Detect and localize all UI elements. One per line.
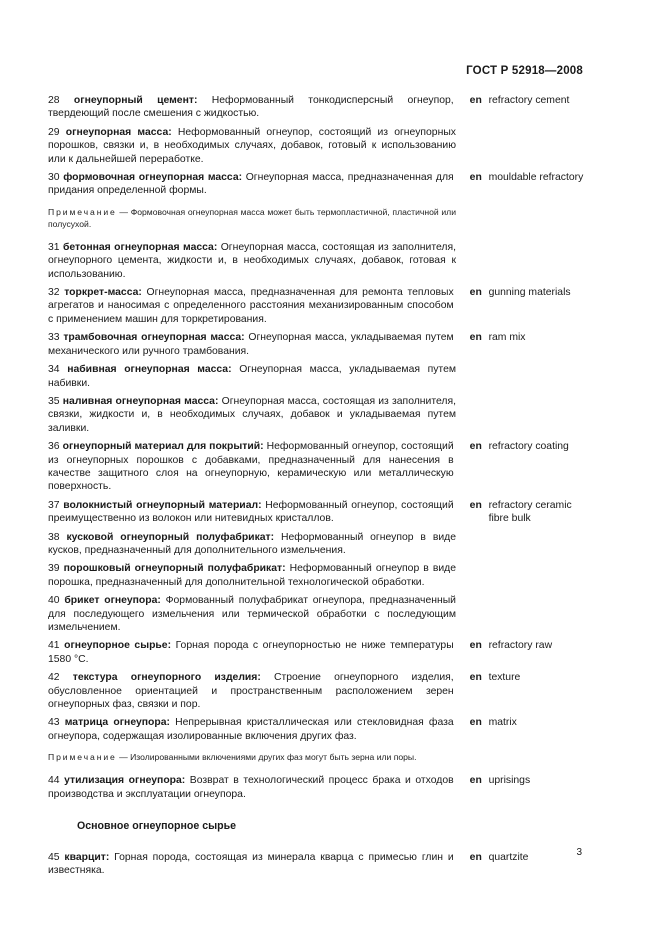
definition: 36 огнеупорный материал для покрытий: Неформованный огнеупор, состоящий из огнеупорных порошков с добавками, предназначенный для нанесения в качестве защитного слоя на огнеупорную, керамическую или металлическую поверхность. (48, 441, 454, 493)
term-entry-41 (48, 639, 588, 666)
language-code: en (469, 441, 482, 453)
definition: 40 брикет огнеупора: Формованный полуфабрикат огнеупора, предназначенный для последующего измельчения или термической обработки с последующим измельчением. (48, 595, 456, 633)
term-entry-38 (48, 531, 588, 558)
term-entry-37 (48, 499, 588, 526)
english-equivalent: gunning materials (488, 287, 571, 299)
term: набивная огнеупорная масса: (67, 364, 232, 376)
term-entry-45 (48, 851, 588, 878)
definition: 34 набивная огнеупорная масса: Огнеупорная масса, укладываемая путем набивки. (48, 364, 457, 389)
english-equivalent: mouldable refractory (488, 172, 584, 184)
definition: 42 текстура огнеупорного изделия: Строение огнеупорного изделия, обусловленное ориентацией и пространственным расположением зерен огнеупорных фаз, связки и пор. (48, 672, 454, 711)
term-entry-42 (48, 671, 588, 711)
definition: 30 формовочная огнеупорная масса: Огнеупорная масса, предназначенная для придания определенной формы. (48, 172, 454, 197)
definition: 28 огнеупорный цемент: Неформованный тонкодисперсный огнеупор, твердеющий после смешения с жидкостью. (48, 95, 454, 120)
term-entry-43 (48, 716, 588, 743)
term: текстура огнеупорного изделия: (72, 672, 261, 684)
term: порошковый огнеупорный полуфабрикат: (63, 563, 286, 575)
language-code: en (469, 172, 482, 184)
term-entry-34 (48, 363, 588, 390)
term: брикет огнеупора: (64, 595, 161, 607)
definition: 35 наливная огнеупорная масса: Огнеупорная масса, состоящая из заполнителя, связки, жидкости и, в необходимых случаях, добавок и укладываемая путем заливки. (48, 395, 456, 434)
term: бетонная огнеупорная масса: (62, 241, 218, 253)
definition: 29 огнеупорная масса: Неформованный огнеупор, состоящий из огнеупорных порошков, связки и, в необходимых случаях, добавок, готовый к использованию или к дальнейшей переработке. (48, 126, 456, 165)
language-code: en (469, 332, 482, 344)
term: торкрет-масса: (64, 287, 142, 299)
term: огнеупорный материал для покрытий: (62, 441, 264, 453)
term: огнеупорный цемент: (73, 95, 198, 106)
definition: 31 бетонная огнеупорная масса: Огнеупорная масса, состоящая из заполнителя, огнеупорного цемента, жидкости и, в необходимых случаях, добавок, готовая к использованию. (48, 241, 456, 280)
english-equivalent: texture (488, 672, 521, 684)
term-entry-28 (48, 94, 588, 121)
english-equivalent: refractory cement (488, 95, 570, 106)
term: волокнистый огнеупорный материал: (63, 499, 262, 511)
term: наливная огнеупорная масса: (62, 395, 219, 407)
term-entry-44 (48, 774, 588, 801)
page-number: 3 (576, 847, 582, 858)
term-entry-29 (48, 126, 588, 166)
definition: 37 волокнистый огнеупорный материал: Неформованный огнеупор, состоящий преимущественно из волокон или нитевидных кристаллов. (48, 499, 454, 525)
language-code: en (469, 717, 482, 729)
term: кусковой огнеупорный полуфабрикат: (66, 531, 275, 543)
definition: 39 порошковый огнеупорный полуфабрикат: Неформованный огнеупор в виде порошка, предназначенный для дополнительной технологической обработки. (48, 563, 456, 588)
english-equivalent: uprisings (488, 775, 531, 787)
term: кварцит: (64, 852, 110, 864)
term-entry-32 (48, 286, 588, 326)
term: утилизация огнеупора: (64, 775, 186, 787)
english-equivalent: quartzite (488, 852, 529, 864)
term: формовочная огнеупорная масса: (63, 172, 243, 184)
language-code: en (469, 852, 482, 864)
term-entry-31 (48, 241, 588, 281)
note: Примечание — Формовочная огнеупорная масса может быть термопластичной, пластичной или полусухой. (48, 206, 456, 229)
note-label: Примечание (48, 752, 117, 763)
term-entry-40 (48, 594, 588, 634)
term-entry-30 (48, 171, 588, 198)
language-code: en (469, 640, 482, 652)
term: матрица огнеупора: (64, 717, 170, 729)
language-code: en (469, 775, 482, 787)
english-equivalent: refractory ceramic fibre bulk (488, 499, 572, 525)
language-code: en (469, 287, 482, 299)
standard-code: ГОСТ Р 52918—2008 (466, 65, 583, 77)
section-title: Основное огнеупорное сырье (77, 820, 237, 833)
definition: 45 кварцит: Горная порода, состоящая из минерала кварца с примесью глин и известняка. (48, 852, 454, 877)
definition: 32 торкрет-масса: Огнеупорная масса, предназначенная для ремонта тепловых агрегатов и наносимая с определенного расстояния механизированным способом с применением машин для торкретирования. (48, 287, 454, 325)
term: огнеупорное сырье: (64, 640, 172, 652)
english-equivalent: refractory coating (488, 441, 569, 453)
term-entry-39 (48, 562, 588, 589)
language-code: en (469, 499, 482, 511)
definition: 41 огнеупорное сырье: Горная порода с огнеупорностью не ниже температуры 1580 °С. (48, 640, 454, 665)
term: огнеупорная масса: (65, 126, 172, 138)
note: Примечание — Изолированными включениями других фаз могут быть зерна или поры. (48, 752, 417, 763)
definition: 43 матрица огнеупора: Непрерывная кристаллическая или стекловидная фаза огнеупора, содержащая изолированные включения других фаз. (48, 717, 454, 742)
english-equivalent: matrix (488, 717, 517, 729)
language-code: en (469, 672, 482, 684)
english-equivalent: refractory raw (488, 640, 553, 652)
definition: 38 кусковой огнеупорный полуфабрикат: Неформованный огнеупор в виде кусков, предназначенный для дополнительного измельчения. (48, 531, 456, 556)
term-list (48, 94, 588, 883)
definition: 33 трамбовочная огнеупорная масса: Огнеупорная масса, укладываемая путем механического или ручного трамбования. (48, 332, 454, 357)
english-equivalent: ram mix (488, 332, 526, 344)
term-entry-35 (48, 395, 588, 435)
note-label: Примечание (48, 206, 117, 217)
term-entry-33 (48, 331, 588, 358)
definition: 44 утилизация огнеупора: Возврат в технологический процесс брака и отходов производства и эксплуатации огнеупора. (48, 775, 454, 800)
term: трамбовочная огнеупорная масса: (63, 332, 245, 344)
language-code: en (469, 95, 482, 106)
term-entry-36 (48, 440, 588, 494)
